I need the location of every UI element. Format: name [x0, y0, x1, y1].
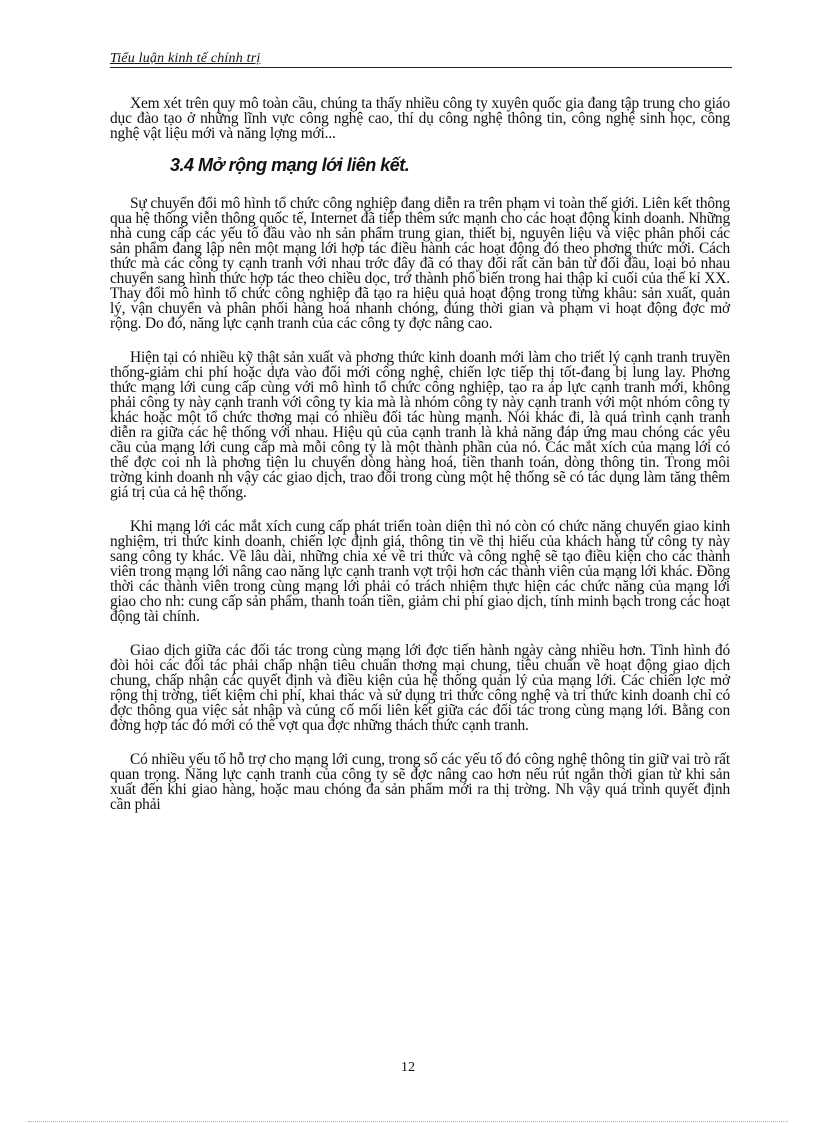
paragraph-1: Sự chuyển đổi mô hình tổ chức công nghiệp đang diễn ra trên phạm vi toàn thế giới. Liên kết thông qua hệ thống viễn thông quốc tế, Internet đã tiếp thêm sức mạnh cho các hoạt động kinh doanh. Những nhà cung cấp các yếu tố đầu vào nh sản phẩm trung gian, thiết bị, nguyên liệu và việc phân phối các sản phẩm đang lập nên một mạng lới hợp tác điều hành các hoạt động đó theo phơng thức mới. Cách thức mà các công ty cạnh tranh với nhau trớc đây đã có thay đổi rất căn bản từ đối đầu, loại bỏ nhau chuyển sang hình thức hợp tác theo chiều dọc, trở thành phổ biến trong hai thập kỉ cuối của thế kỉ XX. Thay đổi mô hình tổ chức công nghiệp đã tạo ra hiệu quả hoạt động trong từng khâu: sản xuất, quản lý, vận chuyển và phân phối hàng hoá nhanh chóng, đúng thời gian và phạm vi hoạt động đợc mở rộng. Do đó, năng lực cạnh tranh của các công ty đợc nâng cao.	[110, 195, 730, 332]
paragraph-4: Giao dịch giữa các đối tác trong cùng mạng lới đợc tiến hành ngày càng nhiều hơn. Tình hình đó đòi hỏi các đối tác phải chấp nhận tiêu chuẩn thơng mại chung, tiêu chuẩn về hoạt động giao dịch chung, chấp nhận các quyết định và điều kiện của hệ thống quản lý của mạng lới. Các chiến lợc mở rộng thị trờng, tiết kiệm chi phí, khai thác và sử dụng tri thức công nghệ và tri thức kinh doanh chỉ có đợc thông qua việc sát nhập và củng cố mối liên kết giữa các đối tác trong cùng mạng lới. Bằng con đờng hợp tác đó mới có thể vợt qua đợc những thách thức cạnh tranh.	[110, 642, 730, 734]
section-heading: 3.4 Mở rộng mạng lới liên kết.	[170, 155, 410, 175]
header-title: Tiểu luận kinh tế chính trị	[110, 51, 261, 66]
running-header	[110, 49, 732, 68]
page-bottom-divider	[28, 1121, 788, 1122]
paragraph-5: Có nhiều yếu tố hỗ trợ cho mạng lới cung, trong số các yếu tố đó công nghệ thông tin giữ vai trò rất quan trọng. Năng lực cạnh tranh của công ty sẽ đợc nâng cao hơn nếu rút ngắn thời gian từ khi sản xuất đến khi giao hàng, hoặc mau chóng đa sản phẩm mới ra thị trờng. Nh vậy quá trình quyết định cần phải	[110, 751, 730, 813]
body-text	[110, 96, 730, 812]
paragraph-3: Khi mạng lới các mắt xích cung cấp phát triển toàn diện thì nó còn có chức năng chuyển giao kinh nghiệm, tri thức kinh doanh, chiến lợc định giá, thông tin về thị hiếu của khách hàng từ công ty này sang công ty khác. Về lâu dài, những chia xẻ về tri thức và công nghệ sẽ tạo điều kiện cho các thành viên trong mạng lới nâng cao năng lực cạnh tranh vợt trội hơn các thành viên của mạng lới khác. Đồng thời các thành viên trong cùng mạng lới phải có trách nhiệm thực hiện các chức năng của mạng lới giao cho nh: cung cấp sản phẩm, thanh toán tiền, giảm chi phí giao dịch, tính minh bạch trong các hoạt động tài chính.	[110, 518, 730, 625]
paragraph-2: Hiện tại có nhiều kỹ thật sản xuất và phơng thức kinh doanh mới làm cho triết lý cạnh tranh truyền thống-giảm chi phí hoặc dựa vào đổi mới công nghệ, chiến lợc tiếp thị tốt-đang bị lung lay. Phơng thức mạng lới cung cấp cùng với mô hình tổ chức công nghiệp, tạo ra áp lực cạnh tranh mới, không phải công ty này cạnh tranh với công ty kia mà là nhóm công ty này cạnh tranh với một nhóm công ty khác hoặc một tổ chức thơng mại có nhiều đối tác hùng mạnh. Nói khác đi, là quá trình cạnh tranh diễn ra giữa các hệ thống với nhau. Hiệu qủ của cạnh tranh là khả năng đáp ứng mau chóng các yêu cầu của mạng lới cung cấp mà mỗi công ty là một thành phần của nó. Các mắt xích của mạng lới có thể đợc coi nh là phơng tiện lu chuyển dòng hàng hoá, tiền thanh toán, dòng thông tin. Trong môi trờng kinh doanh nh vậy các giao dịch, trao đổi trong cùng một hệ thống sẽ có tác dụng làm tăng thêm giá trị của cả hệ thống.	[110, 349, 730, 501]
page-number: 12	[401, 1060, 415, 1075]
intro-paragraph: Xem xét trên quy mô toàn cầu, chúng ta thấy nhiều công ty xuyên quốc gia đang tập trung cho giáo dục đào tạo ở những lĩnh vực công nghệ cao, thí dụ công nghệ thông tin, công nghệ sinh học, công nghệ vật liệu mới và năng lợng mới...	[110, 95, 730, 142]
